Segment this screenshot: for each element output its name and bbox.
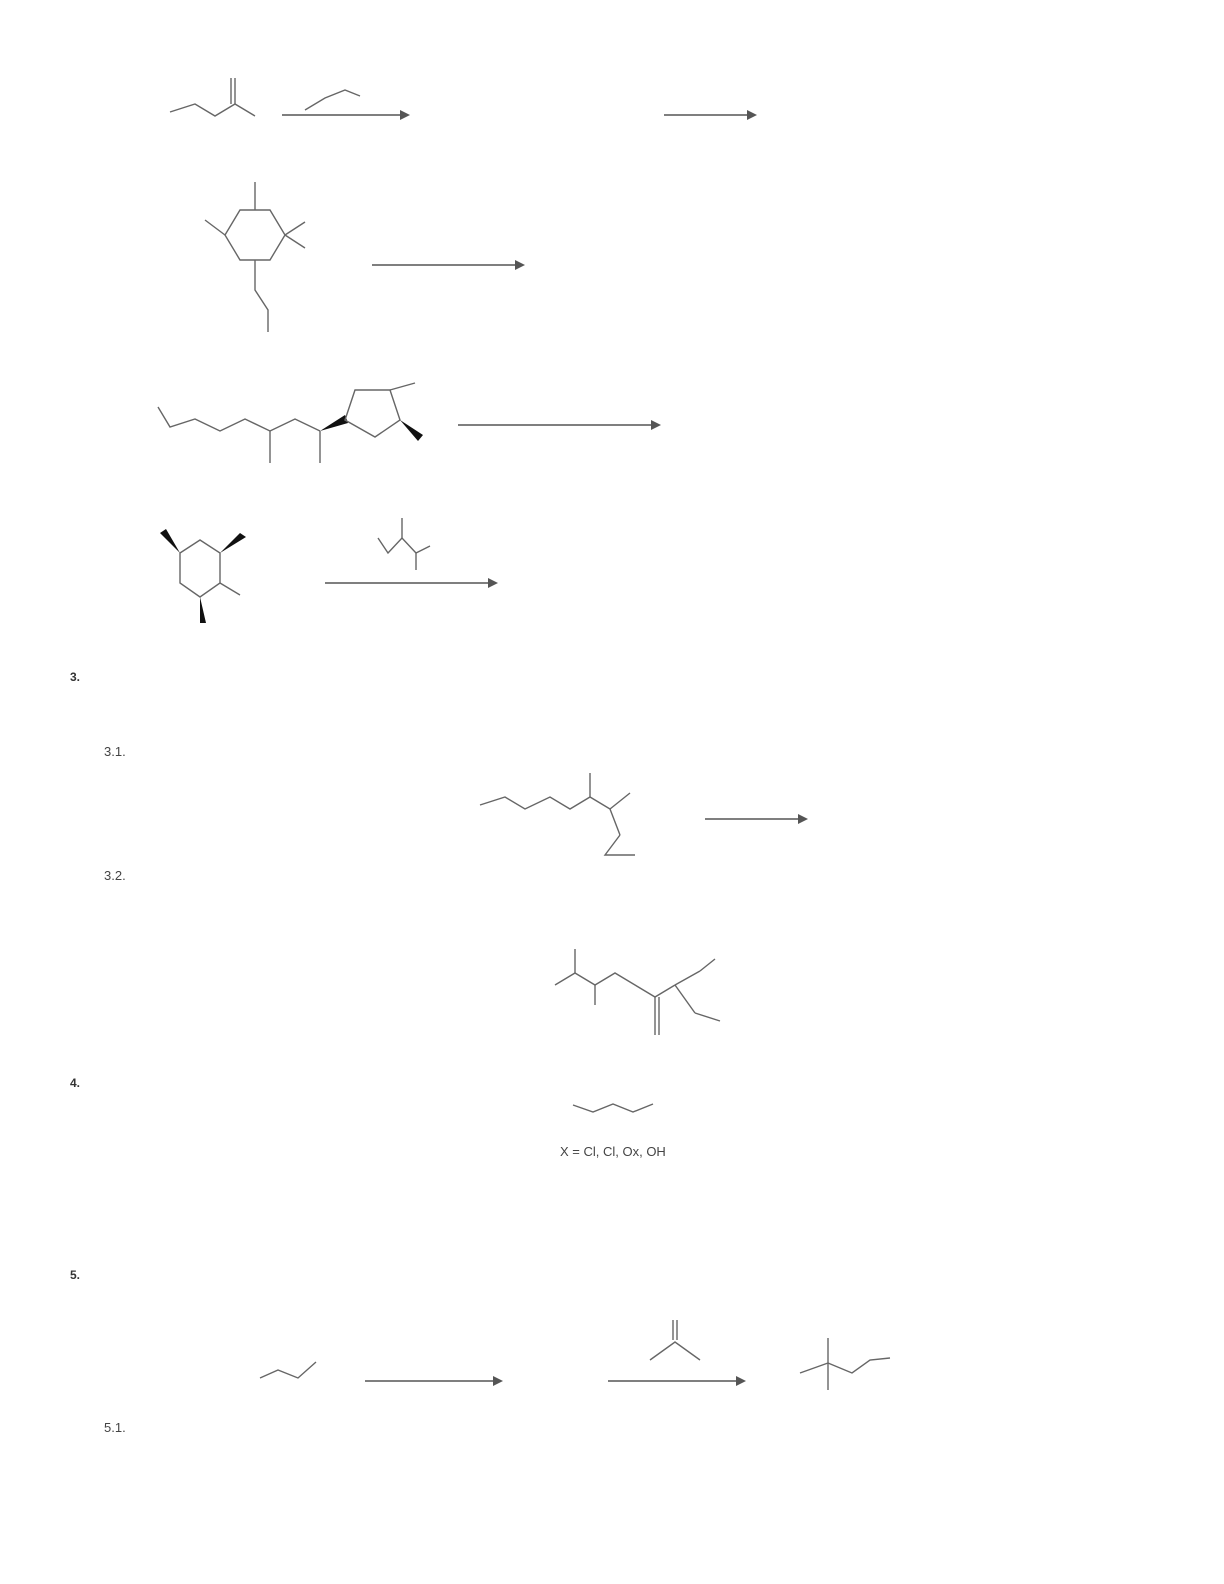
reaction-0-arrow-2 bbox=[664, 108, 759, 122]
question-5-arrow-1 bbox=[365, 1374, 505, 1388]
question-3-1-arrow bbox=[705, 812, 810, 826]
reaction-0-arrow-1 bbox=[282, 108, 412, 122]
question-4-number: 4. bbox=[70, 1076, 81, 1090]
question-5-arrow-2 bbox=[608, 1374, 748, 1388]
reaction-2-arrow bbox=[458, 418, 663, 432]
question-5-starting-material bbox=[228, 1348, 338, 1398]
question-3-1-structure bbox=[470, 765, 690, 865]
question-5-product-structure bbox=[790, 1328, 920, 1408]
reaction-3-ring-structure bbox=[140, 505, 340, 645]
reaction-1-arrow bbox=[372, 258, 527, 272]
reaction-1-aryl-structure bbox=[160, 170, 360, 350]
reaction-2-chain-structure bbox=[140, 375, 430, 485]
question-3-2-number: 3.2. bbox=[104, 868, 126, 883]
reaction-3-arrow bbox=[325, 576, 500, 590]
question-4-structure bbox=[568, 1090, 688, 1130]
question-3-1-number: 3.1. bbox=[104, 744, 126, 759]
question-3-number: 3. bbox=[70, 670, 81, 684]
question-5-number: 5. bbox=[70, 1268, 81, 1282]
question-3-2-product-structure bbox=[535, 935, 755, 1065]
question-5-1-number: 5.1. bbox=[104, 1420, 126, 1435]
question-4-x-definition: X = Cl, Cl, Ox, OH bbox=[560, 1144, 666, 1159]
